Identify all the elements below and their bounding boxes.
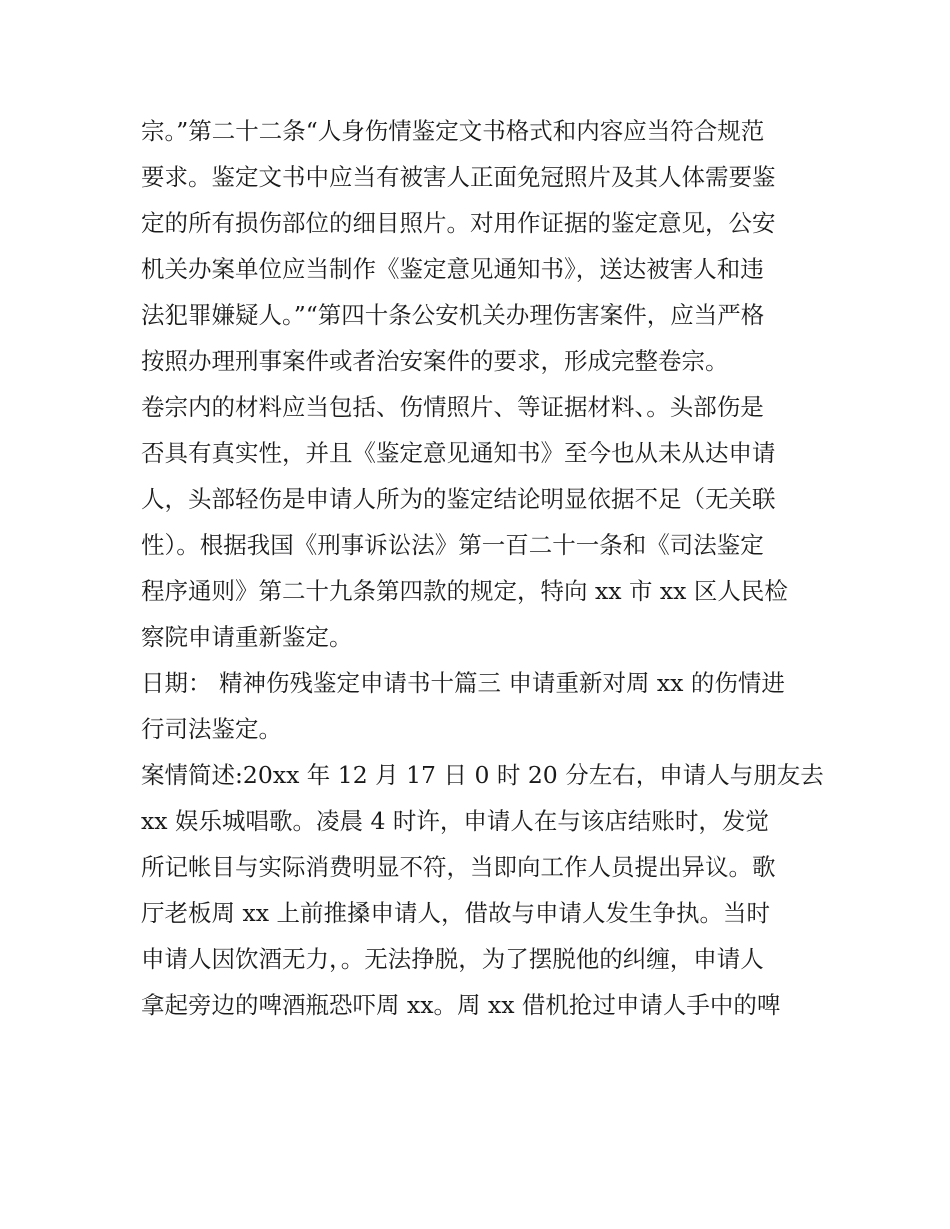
text-line: 日期： 精神伤残鉴定申请书十篇三 申请重新对周 xx 的伤情进 [141, 669, 785, 697]
text-line: 卷宗内的材料应当包括、伤情照片、等证据材料、。头部伤是 [141, 393, 764, 421]
text-line: xx 娱乐城唱歌。凌晨 4 时许，申请人在与该店结账时，发觉 [141, 807, 769, 835]
text-line: 行司法鉴定。 [141, 715, 282, 743]
text-line: 按照办理刑事案件或者治安案件的要求，形成完整卷宗。 [141, 347, 729, 375]
text-line: 要求。鉴定文书中应当有被害人正面免冠照片及其人体需要鉴 [141, 163, 776, 191]
text-line: 察院申请重新鉴定。 [141, 623, 353, 651]
text-line: 机关办案单位应当制作《鉴定意见通知书》，送达被害人和违 [141, 255, 764, 283]
text-line: 申请人因饮酒无力，。无法挣脱，为了摆脱他的纠缠，申请人 [141, 945, 764, 973]
text-line: 性）。根据我国《刑事诉讼法》第一百二十一条和《司法鉴定 [141, 531, 764, 559]
text-line: 定的所有损伤部位的细目照片。对用作证据的鉴定意见，公安 [141, 209, 776, 237]
text-line: 人，头部轻伤是申请人所为的鉴定结论明显依据不足（无关联 [141, 485, 776, 513]
text-line: 厅老板周 xx 上前推搡申请人，借故与申请人发生争执。当时 [141, 899, 770, 927]
text-line: 所记帐目与实际消费明显不符，当即向工作人员提出异议。歌 [141, 853, 776, 881]
text-line: 拿起旁边的啤酒瓶恐吓周 xx。周 xx 借机抢过申请人手中的啤 [141, 991, 781, 1019]
text-line: 否具有真实性，并且《鉴定意见通知书》至今也从未从达申请 [141, 439, 776, 467]
text-line: 案情简述:20xx 年 12 月 17 日 0 时 20 分左右，申请人与朋友去 [141, 761, 824, 789]
text-line: 法犯罪嫌疑人。”“第四十条公安机关办理伤害案件，应当严格 [141, 301, 765, 329]
document-body [141, 108, 824, 1028]
text-line: 程序通则》第二十九条第四款的规定，特向 xx 市 xx 区人民检 [141, 577, 788, 605]
text-line: 宗。”第二十二条“人身伤情鉴定文书格式和内容应当符合规范 [141, 117, 765, 145]
